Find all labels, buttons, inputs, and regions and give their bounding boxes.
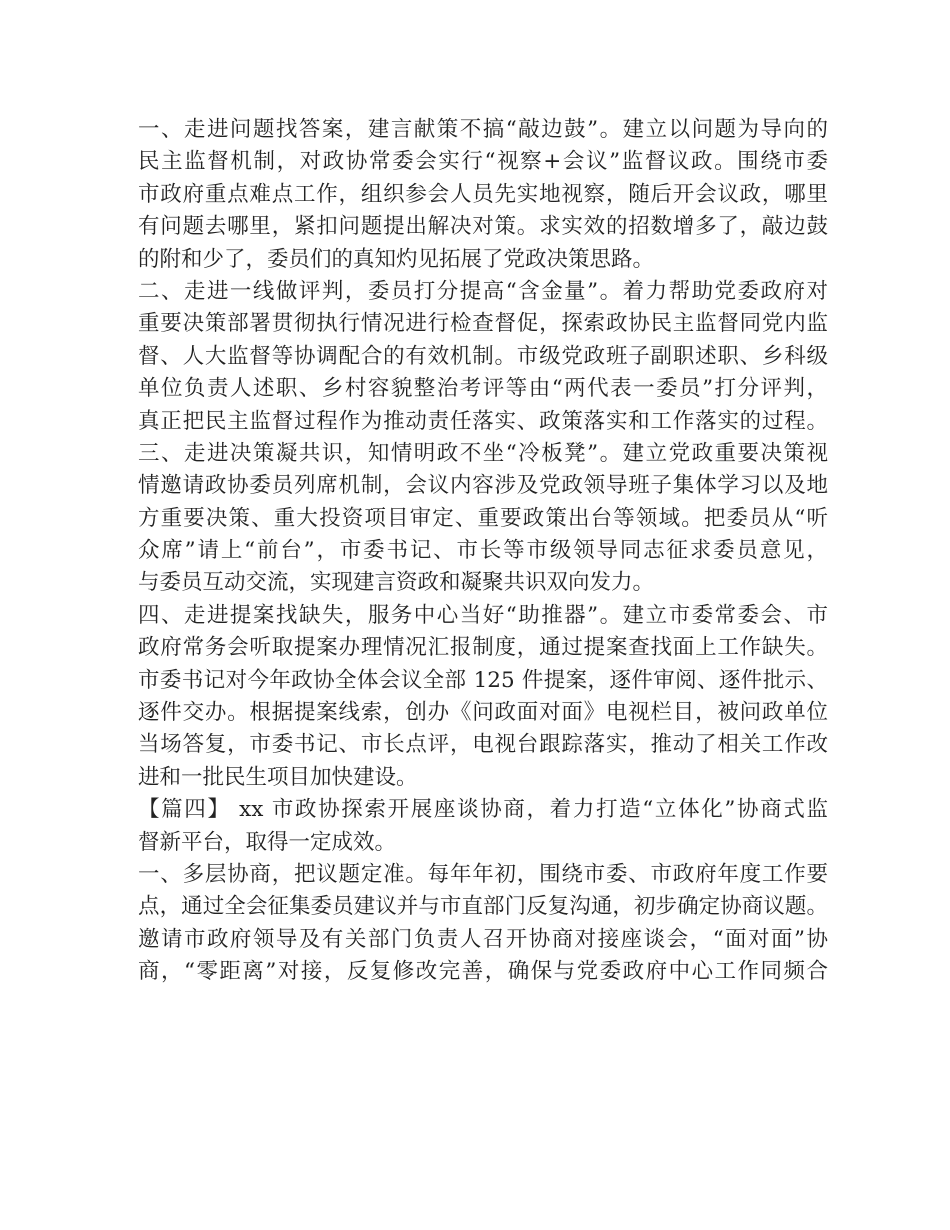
text-line: 一、走进问题找答案，建言献策不搞“敲边鼓”。建立以问题为导向的: [138, 117, 828, 142]
text-line: 市委书记对今年政协全体会议全部 125 件提案，逐件审阅、逐件批示、: [138, 667, 828, 693]
text-line: 逐件交办。根据提案线索，创办《问政面对面》电视栏目，被问政单位: [138, 700, 828, 726]
text-line: 市政府重点难点工作，组织参会人员先实地视察，随后开会议政，哪里: [138, 181, 828, 207]
text-line: 督、人大监督等协调配合的有效机制。市级党政班子副职述职、乡科级: [138, 343, 828, 369]
body-text: [138, 114, 828, 989]
text-line: 督新平台，取得一定成效。: [138, 829, 397, 855]
text-line: 与委员互动交流，实现建言资政和凝聚共识双向发力。: [138, 570, 655, 596]
text-line: 二、走进一线做评判，委员打分提高“含金量”。着力帮助党委政府对: [138, 278, 828, 304]
text-line: 点，通过全会征集委员建议并与市直部门反复沟通，初步确定协商议题。: [138, 894, 828, 920]
text-line: 单位负责人述职、乡村容貌整治考评等由“两代表一委员”打分评判，: [138, 376, 828, 402]
text-line: 商，“零距离”对接，反复修改完善，确保与党委政府中心工作同频合: [138, 959, 828, 985]
text-line: 四、走进提案找缺失，服务中心当好“助推器”。建立市委常委会、市: [138, 602, 828, 628]
text-line: 政府常务会听取提案办理情况汇报制度，通过提案查找面上工作缺失。: [138, 635, 828, 661]
text-line: 民主监督机制，对政协常委会实行“视察+会议”监督议政。围绕市委: [138, 149, 828, 175]
text-line: 进和一批民生项目加快建设。: [138, 764, 418, 790]
text-line: 有问题去哪里，紧扣问题提出解决对策。求实效的招数增多了，敲边鼓: [138, 214, 828, 240]
text-line: 的附和少了，委员们的真知灼见拓展了党政决策思路。: [138, 246, 655, 272]
text-line: 重要决策部署贯彻执行情况进行检查督促，探索政协民主监督同党内监: [138, 311, 828, 337]
text-line: 一、多层协商，把议题定准。每年年初，围绕市委、市政府年度工作要: [138, 861, 828, 887]
text-line: 众席”请上“前台”，市委书记、市长等市级领导同志征求委员意见，: [138, 538, 828, 564]
text-line: 情邀请政协委员列席机制，会议内容涉及党政领导班子集体学习以及地: [138, 473, 828, 499]
text-line: 三、走进决策凝共识，知情明政不坐“冷板凳”。建立党政重要决策视: [138, 440, 828, 466]
text-line: 邀请市政府领导及有关部门负责人召开协商对接座谈会，“面对面”协: [138, 926, 828, 952]
text-line: 方重要决策、重大投资项目审定、重要政策出台等领域。把委员从“听: [138, 505, 828, 531]
text-line: 真正把民主监督过程作为推动责任落实、政策落实和工作落实的过程。: [138, 408, 828, 434]
text-line: 当场答复，市委书记、市长点评，电视台跟踪落实，推动了相关工作改: [138, 732, 828, 758]
section-heading-line: 【篇四】 xx 市政协探索开展座谈协商，着力打造“立体化”协商式监: [138, 797, 828, 823]
